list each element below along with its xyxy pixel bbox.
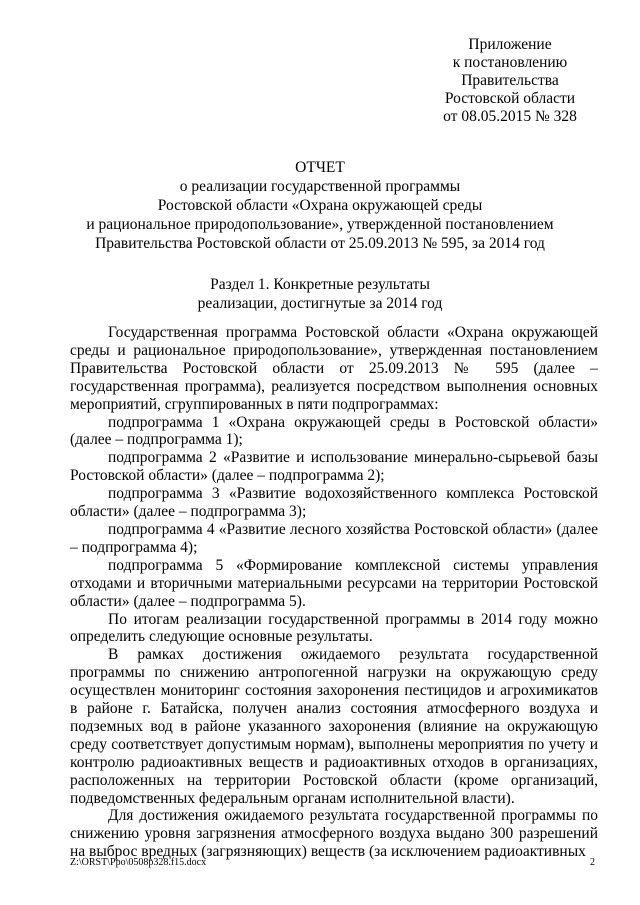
paragraph: По итогам реализации государственной программы в 2014 году можно определить следующие основные результаты. (70, 610, 598, 646)
paragraph: Для достижения ожидаемого результата государственной программы по снижению уровня загрязнения атмосферного воздуха выдано 300 разрешений на выброс вредных (загрязняющих) веществ (за исключением радиоактивных (70, 807, 598, 861)
paragraph: подпрограмма 5 «Формирование комплексной системы управления отходами и вторичными материальными ресурсами на территории Ростовской области» (далее – подпрограмма 5). (70, 556, 598, 610)
report-subtitle-line: Ростовской области «Охрана окружающей среды (157, 197, 483, 214)
paragraph: В рамках достижения ожидаемого результата государственной программы по снижению антропогенной нагрузки на окружающую среду осуществлен мониторинг состояния захоронения пестицидов и агрохимикатов в районе г. Батайска, получен анализ состояния атмосферного воздуха и подземных вод в районе указанного захоронения (влияние на окружающую среду соответствует допустимым нормам), выполнены мероприятия по учету и контролю радиоактивных веществ и радиоактивных отходов в организациях, расположенных на территории Ростовской области (кроме организаций, подведомственных федеральным органам исполнительной власти). (70, 646, 598, 807)
paragraph: подпрограмма 2 «Развитие и использование минерально-сырьевой базы Ростовской области» (далее – подпрограмма 2); (70, 449, 598, 485)
appendix-line: Ростовской области (444, 90, 576, 107)
page-number: 2 (590, 857, 595, 868)
report-title: ОТЧЕТ (295, 159, 345, 176)
appendix-block (420, 36, 600, 126)
appendix-line: Приложение (468, 36, 552, 53)
report-subtitle-line: и рациональное природопользование», утвержденной постановлением (86, 216, 554, 233)
paragraph: Государственная программа Ростовской области «Охрана окружающей среды и рациональное природопользование», утвержденная постановлением Правительства Ростовской области от 25.09.2013 № 595 (далее – государственная программа), реализуется посредством выполнения основных мероприятий, сгруппированных в пяти подпрограммах: (70, 324, 598, 413)
report-heading (60, 158, 580, 253)
appendix-line: к постановлению (452, 54, 568, 71)
body-text (70, 324, 598, 861)
appendix-line: Правительства (461, 72, 559, 89)
footer-file-path: Z:\ORST\Ppo\0508p328.f15.docx (70, 857, 207, 868)
paragraph: подпрограмма 4 «Развитие лесного хозяйства Ростовской области» (далее – подпрограмма 4); (70, 520, 598, 556)
section-title (60, 275, 580, 313)
appendix-line: от 08.05.2015 № 328 (443, 108, 577, 125)
section-title-line: реализации, достигнутые за 2014 год (197, 295, 443, 312)
section-title-line: Раздел 1. Конкретные результаты (210, 276, 430, 293)
paragraph: подпрограмма 1 «Охрана окружающей среды в Ростовской области» (далее – подпрограмма 1); (70, 413, 598, 449)
report-subtitle-line: Правительства Ростовской области от 25.09.2013 № 595, за 2014 год (95, 235, 545, 252)
paragraph: подпрограмма 3 «Развитие водохозяйственного комплекса Ростовской области» (далее – подпрограмма 3); (70, 485, 598, 521)
report-subtitle-line: о реализации государственной программы (179, 178, 461, 195)
